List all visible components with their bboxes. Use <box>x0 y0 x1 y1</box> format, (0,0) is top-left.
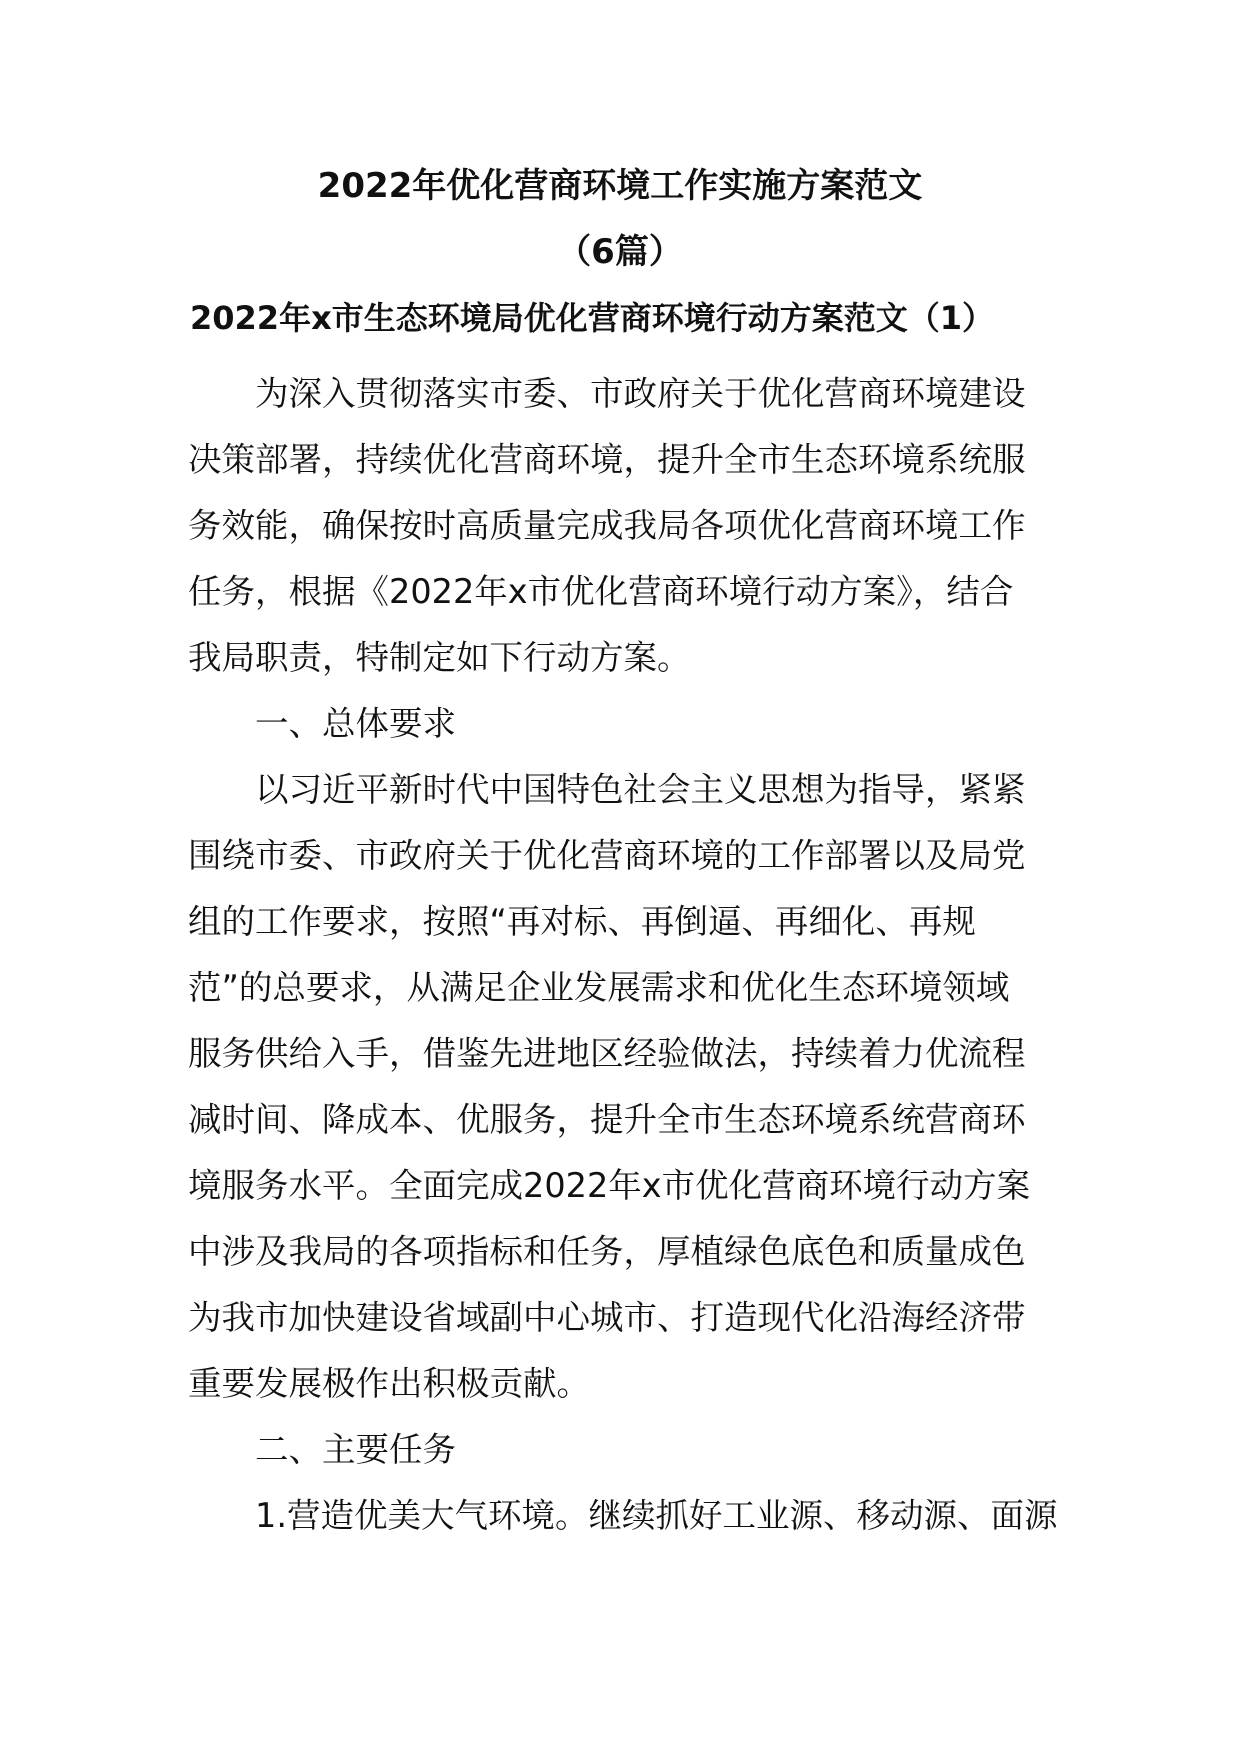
text-line: 以习近平新时代中国特色社会主义思想为指导，紧紧 <box>188 770 1026 809</box>
text-line: 围绕市委、市政府关于优化营商环境的工作部署以及局党 <box>188 836 1026 875</box>
heading-general-requirements: 一、总体要求 <box>188 704 456 743</box>
text-line: 决策部署，持续优化营商环境，提升全市生态环境系统服 <box>188 440 1026 479</box>
text-line: 我局职责，特制定如下行动方案。 <box>188 638 691 677</box>
text-line: 重要发展极作出积极贡献。 <box>188 1364 590 1403</box>
text-line: 减时间、降成本、优服务，提升全市生态环境系统营商环 <box>188 1100 1026 1139</box>
document-title: 2022年优化营商环境工作实施方案范文 <box>317 166 923 206</box>
text-line: 中涉及我局的各项指标和任务，厚植绿色底色和质量成色 <box>188 1232 1026 1271</box>
text-line: 务效能，确保按时高质量完成我局各项优化营商环境工作 <box>188 506 1026 545</box>
text-line: 1.营造优美大气环境。继续抓好工业源、移动源、面源 <box>188 1496 1058 1535</box>
body-text <box>188 361 1056 1549</box>
text-line: 组的工作要求，按照“再对标、再倒逼、再细化、再规 <box>188 902 976 941</box>
document-title-count: （6篇） <box>557 232 683 272</box>
text-line: 境服务水平。全面完成2022年x市优化营商环境行动方案 <box>188 1166 1031 1205</box>
text-line: 为深入贯彻落实市委、市政府关于优化营商环境建设 <box>188 374 1026 413</box>
text-line: 任务，根据《2022年x市优化营商环境行动方案》，结合 <box>188 572 1014 611</box>
text-line: 为我市加快建设省域副中心城市、打造现代化沿海经济带 <box>188 1298 1026 1337</box>
text-line: 服务供给入手，借鉴先进地区经验做法，持续着力优流程 <box>188 1034 1026 1073</box>
section-title: 2022年x市生态环境局优化营商环境行动方案范文（1） <box>190 299 994 337</box>
text-line: 范”的总要求，从满足企业发展需求和优化生态环境领域 <box>188 968 1010 1007</box>
heading-main-tasks: 二、主要任务 <box>188 1430 456 1469</box>
